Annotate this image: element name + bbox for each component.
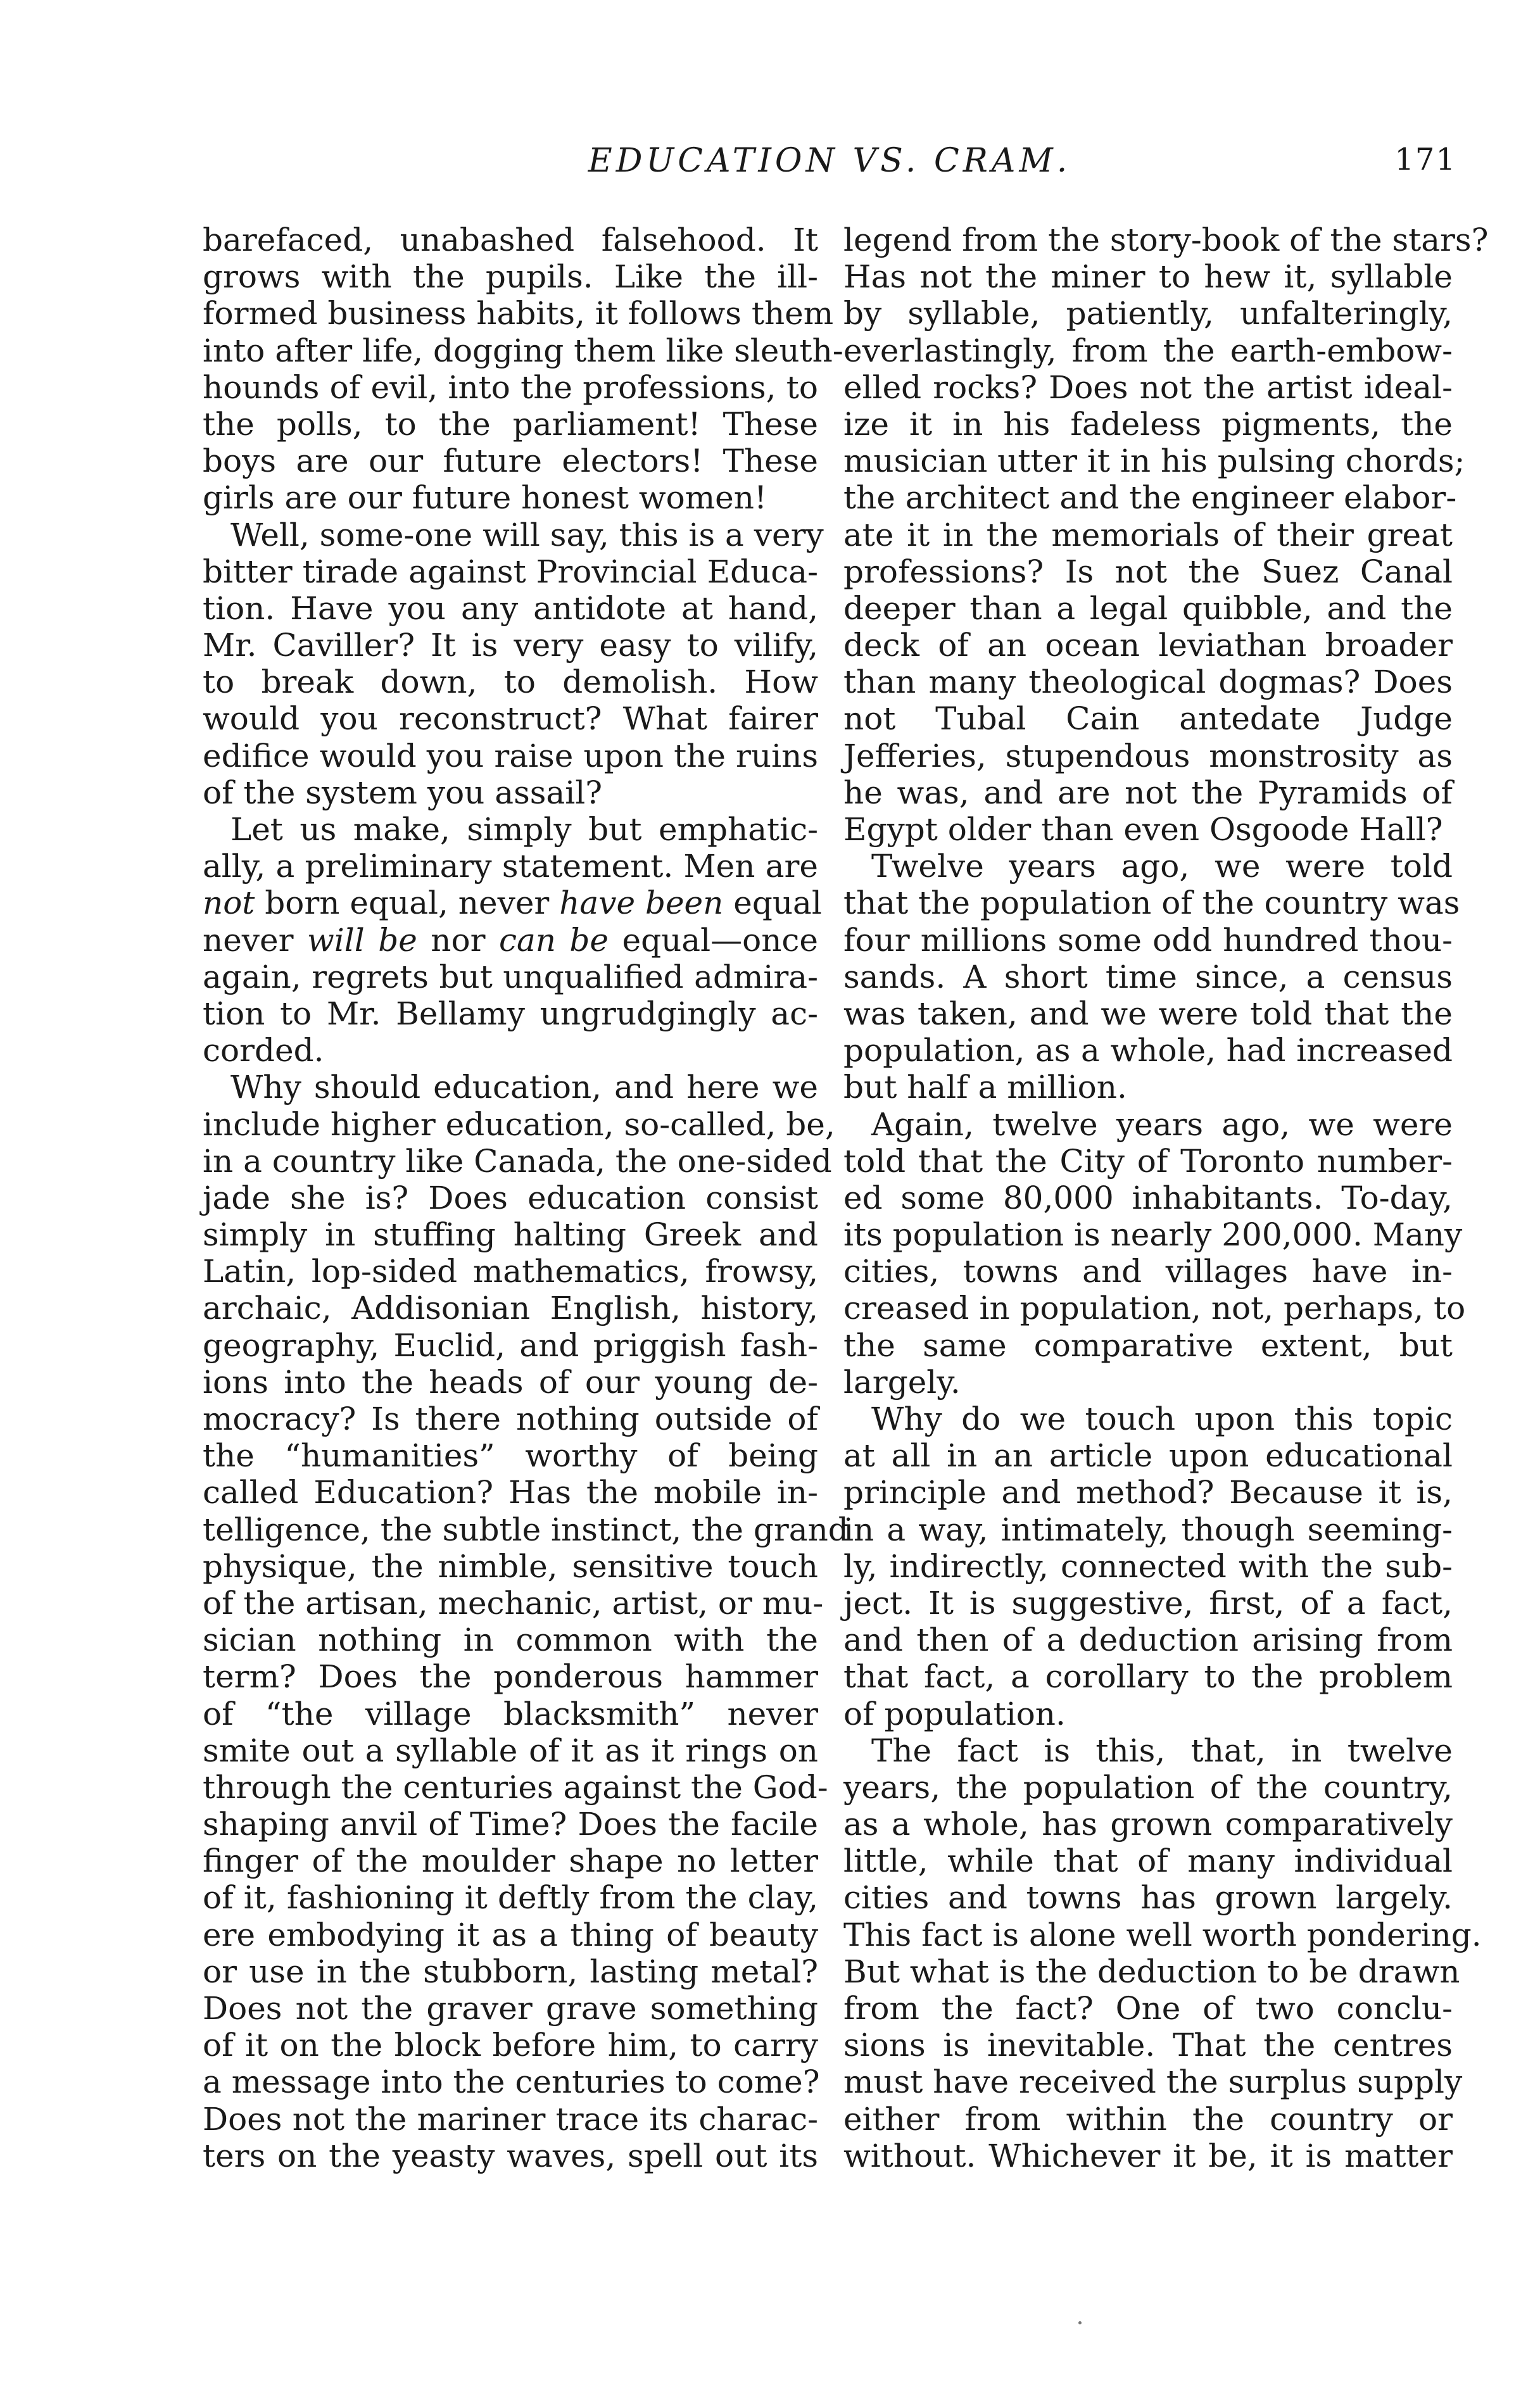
text-line: told that the City of Toronto number-	[843, 1142, 1453, 1180]
text-line: ere embodying it as a thing of beauty	[203, 1916, 818, 1953]
text-line: years, the population of the country,	[843, 1768, 1453, 1806]
text-line: not Tubal Cain antedate Judge	[843, 700, 1453, 738]
text-line: either from within the country or	[843, 2100, 1453, 2138]
print-speck	[1078, 2321, 1082, 2324]
text-line: tion. Have you any antidote at hand,	[203, 589, 818, 627]
text-line: boys are our future electors! These	[203, 443, 818, 480]
text-line: Does not the graver grave something	[203, 1990, 818, 2027]
text-line: the “humanities” worthy of being	[203, 1437, 818, 1475]
text-line: by syllable, patiently, unfalteringly,	[843, 295, 1453, 332]
text-line: shaping anvil of Time? Does the facile	[203, 1806, 818, 1843]
text-line: cities, towns and villages have in-	[843, 1253, 1453, 1290]
text-line: of it, fashioning it deftly from the clay,	[203, 1879, 818, 1917]
text-line: without. Whichever it be, it is matter	[843, 2137, 1453, 2174]
text-line: of “the village blacksmith” never	[203, 1695, 818, 1732]
italic-text: will be	[307, 921, 417, 959]
text-line: Well, some-one will say, this is a very	[230, 516, 824, 553]
text-line: the same comparative extent, but	[843, 1326, 1453, 1364]
text-line: ters on the yeasty waves, spell out its	[203, 2137, 818, 2174]
text-line: sands. A short time since, a census	[843, 958, 1453, 995]
text-line: ed some 80,000 inhabitants. To-day,	[843, 1179, 1453, 1216]
text-line: legend from the story-book of the stars?	[843, 222, 1489, 258]
text-line: cities and towns has grown largely.	[843, 1879, 1453, 1917]
text-line: simply in stuffing halting Greek and	[203, 1216, 818, 1254]
text-line: barefaced, unabashed falsehood. It	[203, 222, 818, 258]
text-line: Jefferies, stupendous monstrosity as	[843, 737, 1453, 774]
text-line: telligence, the subtle instinct, the grand	[203, 1511, 849, 1548]
text-line: professions? Is not the Suez Canal	[843, 553, 1453, 590]
text-line: Does not the mariner trace its charac-	[203, 2100, 818, 2138]
text-segment: equal	[723, 885, 822, 922]
text-line: jade she is? Does education consist	[203, 1179, 818, 1216]
text-line: hounds of evil, into the professions, to	[203, 369, 818, 406]
text-line: deeper than a legal quibble, and the	[843, 589, 1453, 627]
text-line: tion to Mr. Bellamy ungrudgingly ac-	[203, 995, 818, 1032]
text-line: and then of a deduction arising from	[843, 1622, 1453, 1659]
text-line: ize it in his fadeless pigments, the	[843, 405, 1453, 443]
text-line: the architect and the engineer elabor-	[843, 479, 1457, 517]
text-line: that fact, a corollary to the problem	[843, 1658, 1453, 1696]
text-line: bitter tirade against Provincial Educa-	[203, 553, 818, 590]
text-line: elled rocks? Does not the artist ideal-	[843, 369, 1453, 406]
text-line: must have received the surplus supply	[843, 2064, 1463, 2101]
text-line: geography, Euclid, and priggish fash-	[203, 1326, 818, 1364]
text-line: physique, the nimble, sensitive touch	[203, 1547, 818, 1585]
text-line: at all in an article upon educational	[843, 1437, 1453, 1475]
text-line: Again, twelve years ago, we were	[871, 1106, 1453, 1143]
text-line: edifice would you raise upon the ruins	[203, 737, 818, 774]
text-line: that the population of the country was	[843, 885, 1460, 922]
text-line: to break down, to demolish. How	[203, 664, 818, 701]
text-line: four millions some odd hundred thou-	[843, 921, 1453, 959]
text-line: But what is the deduction to be drawn	[843, 1953, 1460, 1990]
right-text-column	[843, 222, 1489, 2174]
text-line: little, while that of many individual	[843, 1843, 1453, 1880]
text-line	[203, 885, 822, 922]
text-line: Why do we touch upon this topic	[871, 1401, 1453, 1437]
text-line: musician utter it in his pulsing chords;	[843, 443, 1465, 480]
text-line: Let us make, simply but emphatic-	[230, 811, 818, 848]
text-line: but half a million.	[843, 1069, 1127, 1106]
text-line: ject. It is suggestive, first, of a fact,	[843, 1584, 1453, 1622]
italic-text: can be	[498, 921, 609, 959]
text-segment: born equal, never	[255, 885, 560, 922]
italic-text: not	[203, 885, 255, 922]
text-segment: never	[203, 921, 307, 959]
text-line: sions is inevitable. That the centres	[843, 2027, 1453, 2064]
text-line: Has not the miner to hew it, syllable	[843, 258, 1453, 296]
text-line: ate it in the memorials of their great	[843, 516, 1453, 553]
text-line: Twelve years ago, we were told	[871, 848, 1453, 885]
text-line: of population.	[843, 1695, 1066, 1732]
text-line: Mr. Caviller? It is very easy to vilify,	[203, 627, 818, 664]
text-line: largely.	[843, 1363, 961, 1401]
text-line: finger of the moulder shape no letter	[203, 1843, 818, 1880]
text-line: from the fact? One of two conclu-	[843, 1990, 1453, 2027]
text-line: corded.	[203, 1032, 324, 1069]
text-line: Egypt older than even Osgoode Hall?	[843, 811, 1443, 848]
text-line: girls are our future honest women!	[203, 479, 767, 517]
text-segment: nor	[417, 921, 499, 959]
text-line: into after life, dogging them like sleuth-	[203, 332, 843, 369]
italic-text: have been	[559, 885, 724, 922]
text-line: archaic, Addisonian English, history,	[203, 1290, 818, 1327]
text-line: again, regrets but unqualified admira-	[203, 958, 818, 995]
text-line: its population is nearly 200,000. Many	[843, 1216, 1463, 1254]
text-line: in a way, intimately, though seeming-	[843, 1511, 1453, 1548]
text-line: a message into the centuries to come?	[203, 2064, 820, 2101]
text-line: as a whole, has grown comparatively	[843, 1806, 1453, 1843]
text-line: ly, indirectly, connected with the sub-	[843, 1547, 1453, 1585]
text-line: population, as a whole, had increased	[843, 1032, 1453, 1069]
text-line: everlastingly, from the earth-embow-	[843, 332, 1453, 369]
text-line: in a country like Canada, the one-sided	[203, 1142, 832, 1180]
text-line: the polls, to the parliament! These	[203, 405, 818, 443]
text-line: through the centuries against the God-	[203, 1768, 828, 1806]
text-line: was taken, and we were told that the	[843, 995, 1453, 1032]
text-segment: equal—once	[609, 921, 818, 959]
text-line: would you reconstruct? What fairer	[203, 700, 818, 738]
text-line: The fact is this, that, in twelve	[871, 1732, 1453, 1769]
text-line: This fact is alone well worth pondering.	[843, 1916, 1482, 1953]
text-line: ions into the heads of our young de-	[203, 1363, 818, 1401]
page-number: 171	[1394, 142, 1456, 177]
text-line: of it on the block before him, to carry	[203, 2027, 818, 2064]
running-title: EDUCATION VS. CRAM.	[588, 142, 1071, 180]
text-line	[203, 922, 818, 959]
left-text-column	[203, 222, 849, 2174]
text-line: term? Does the ponderous hammer	[203, 1658, 818, 1696]
text-line: formed business habits, it follows them	[203, 295, 834, 332]
text-line: creased in population, not, perhaps, to	[843, 1290, 1466, 1327]
text-line: principle and method? Because it is,	[843, 1474, 1453, 1511]
text-line: Why should education, and here we	[230, 1069, 818, 1106]
text-line: he was, and are not the Pyramids of	[843, 774, 1453, 811]
text-line: of the artisan, mechanic, artist, or mu-	[203, 1584, 824, 1622]
text-line: deck of an ocean leviathan broader	[843, 627, 1453, 664]
text-line: ally, a preliminary statement. Men are	[203, 848, 818, 885]
text-line: sician nothing in common with the	[203, 1622, 818, 1659]
text-line: called Education? Has the mobile in-	[203, 1474, 818, 1511]
text-line: grows with the pupils. Like the ill-	[203, 258, 818, 296]
text-line: include higher education, so-called, be,	[203, 1106, 835, 1143]
text-line: than many theological dogmas? Does	[843, 664, 1453, 701]
text-line: mocracy? Is there nothing outside of	[203, 1401, 818, 1437]
text-line: or use in the stubborn, lasting metal?	[203, 1953, 818, 1990]
text-line: of the system you assail?	[203, 774, 603, 811]
text-line: smite out a syllable of it as it rings on	[203, 1732, 818, 1769]
text-line: Latin, lop-sided mathematics, frowsy,	[203, 1253, 818, 1290]
